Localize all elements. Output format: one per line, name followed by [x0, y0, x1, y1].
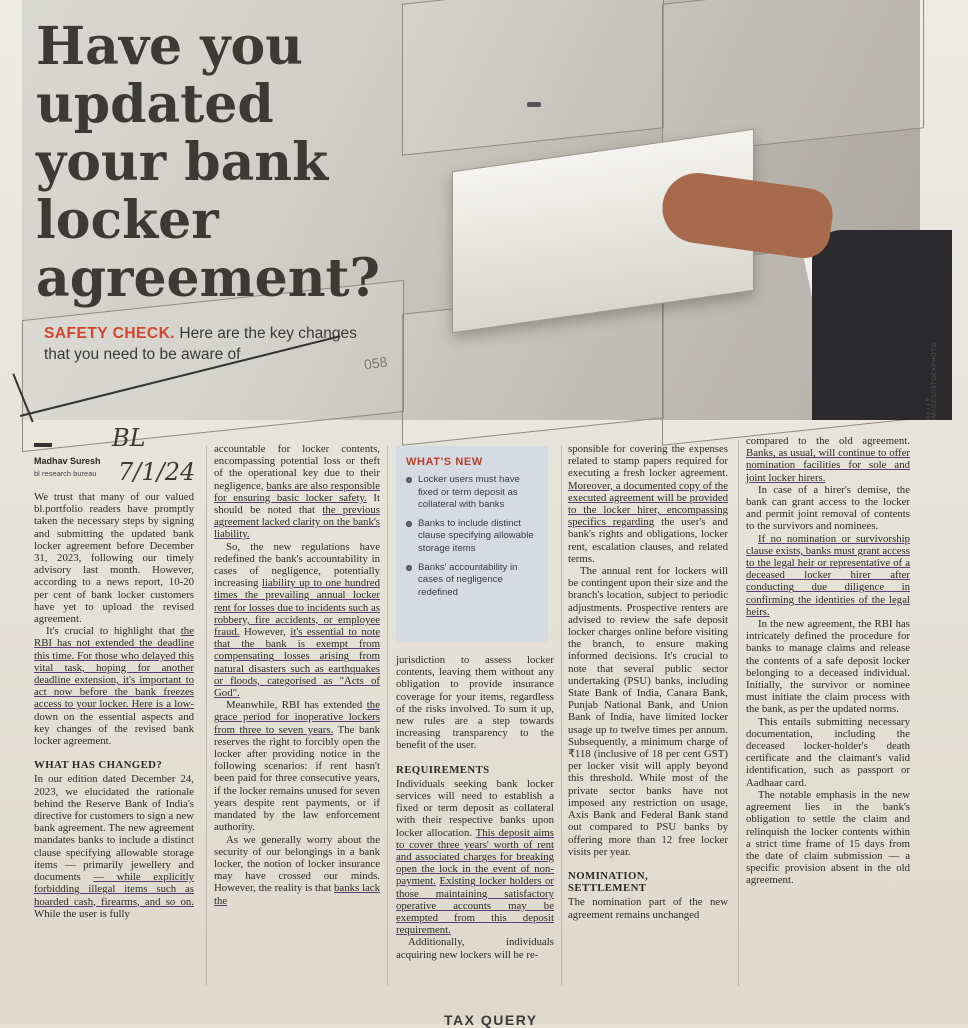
paragraph: compared to the old agreement. Banks, as usual, will continue to offer nomination facilities for sole and joint locker hirers. — [746, 435, 910, 484]
article-column-5 — [746, 435, 910, 887]
paragraph: It's crucial to highlight that the RBI has not extended the deadline this time. For those who delayed this vital task, hoping for another deadline extension, it's important to act now before the bank freezes access to your locker. Here is a low-down on the essential aspects and key changes of the revised bank locker agreement. — [34, 625, 194, 748]
whats-new-box — [396, 446, 548, 642]
paragraph: In case of a hirer's demise, the bank can grant access to the locker and permit joint removal of contents to the survivors and nominees. — [746, 483, 910, 533]
section-heading: NOMINATION, SETTLEMENT — [568, 869, 649, 895]
paragraph: We trust that many of our valued bl.portfolio readers have promptly taken the necessary steps by signing and submitting the updated bank locker agreement before December 31, 2023, following our timely advisory last month. However, according to a news report, 10-20 per cent of bank locker customers have yet to upload the revised agreement. — [34, 491, 194, 626]
box-list — [406, 474, 540, 599]
article-column-3 — [396, 654, 554, 961]
column-rule — [738, 440, 739, 986]
list-item: Locker users must have fixed or term deposit as collateral with banks — [406, 474, 540, 512]
paragraph: In our edition dated December 24, 2023, we elucidated the rationale behind the Reserve Bank of India's directive for customers to sign a new bank agreement. The new agreement mandates banks to include a distinct clause specifying allowable storage items — primarily jewellery and documents — while explicitly forbidding illegal items such as hoarded cash, firearms, and so on. While the user is fully — [34, 773, 194, 920]
paragraph: In the new agreement, the RBI has intricately defined the procedure for banks to manage claims and release the contents of a safe deposit locker belonging to a deceased individual. Initially, the survivor or nominee must initiate the claim process with the bank, as per the updated norms. — [746, 618, 910, 716]
list-item: Banks' accountability in cases of negligence redefined — [406, 562, 540, 600]
paragraph: The notable emphasis in the new agreement lies in the bank's obligation to settle the claim and relinquish the locker contents within a strict time frame of 15 days from the date of claim submission — a specific provision absent in the old agreement. — [746, 788, 910, 887]
article-column-1 — [34, 491, 194, 920]
paragraph: sponsible for covering the expenses related to stamp papers required for executing a fresh locker agreement. Moreover, a documented copy of the executed agreement will be provided to the locker hirer, encompassing specifics regarding the user's and bank's rights and obligations, locker rent, escalation clauses, and related terms. — [568, 443, 729, 565]
paragraph: So, the new regulations have redefined the bank's accountability in cases of negligence, potentially increasing liability up to one hundred times the prevailing annual locker rent for losses due to incidents such as robbery, fire accidents, or employee fraud. However, it's essential to note that the bank is exempt from compensating losses arising from natural disasters such as earthquakes or floods, categorised as "Acts of God". — [214, 540, 380, 700]
list-item: Banks to include distinct clause specifying allowable storage items — [406, 518, 540, 556]
paragraph: The annual rent for lockers will be contingent upon their size and the branch's location, subject to periodic adjustments. Prospective renters are advised to review the safe deposit locker charges online before visiting the branch, to ensure making informed decisions. It's crucial to note that several public sector undertaking (PSU) banks, including State Bank of India, Canara Bank, Punjab National Bank, and Union Bank of India, have limited locker usage up to twelve times per annum. Subsequently, a minimum charge of ₹118 (inclusive of 18 per cent GST) per locker visit will apply beyond this threshold. While most of the private sector banks have not imposed any restriction on usage, Axis Bank and Federal Bank stand out compared to PSU banks by offering more than 12 free locker visits per year. — [568, 565, 728, 858]
kicker-text: Here are the key changes that you need to be aware of — [44, 325, 357, 363]
next-section-label: TAX QUERY — [444, 1012, 538, 1028]
paragraph: accountable for locker contents, encompassing potential loss or theft of the operational key due to their negligence, banks are also responsible for ensuring basic locker safety. It should be noted that the previous agreement lacked clarity on the bank's liability. — [214, 443, 380, 541]
column-rule — [561, 446, 562, 986]
column-rule — [206, 446, 207, 986]
paragraph: If no nomination or survivorship clause exists, banks must grant access to the legal heir or representative of a deceased locker hirer after conducting due diligence in confirming the identities of the legal heirs. — [746, 532, 910, 618]
paragraph: Individuals seeking bank locker services will need to establish a fixed or term deposit as collateral with their respective banks upon locker allocation. This deposit aims to cover three years' worth of rent and associated charges for breaking open the lock in the event of non-payment. Existing locker holders or those maintaining satisfactory operative accounts may be exempted from this deposit requirement. — [396, 777, 554, 937]
byline-author: Madhav Suresh — [34, 456, 101, 466]
handwritten-date: 7/1/24 — [118, 458, 196, 486]
paragraph: Meanwhile, RBI has extended the grace period for inoperative lockers from three to seven years. The bank reserves the right to forcibly open the locker after providing notice in the following scenarios: if rent hasn't been paid for three consecutive years, if the locker remains unused for seven years despite rent payments, or if mandated by the law enforcement authority. — [214, 699, 380, 834]
paragraph: The nomination part of the new agreement remains unchanged — [568, 896, 728, 921]
section-heading: REQUIREMENTS — [396, 763, 490, 776]
byline-bureau: bl research bureau — [34, 469, 97, 478]
byline-rule — [34, 443, 52, 447]
locker-handle — [527, 102, 541, 107]
photo-credit: GETTY IMAGES/ISTOCKPHOTO — [926, 342, 938, 420]
handwritten-initials: BL — [112, 424, 146, 452]
kicker-label: SAFETY CHECK. — [44, 325, 176, 342]
paragraph: Additionally, individuals acquiring new lockers will be re- — [396, 936, 554, 961]
locker-number: 058 — [363, 353, 389, 373]
column-rule — [387, 446, 388, 986]
article-column-4 — [568, 443, 728, 921]
paragraph: As we generally worry about the security of our belongings in a bank locker, the notion of locker insurance may have crossed our minds. However, the reality is that banks lack the — [214, 833, 380, 907]
box-title: WHAT'S NEW — [406, 456, 483, 468]
paragraph: jurisdiction to assess locker contents, leaving them without any obligation to provide insurance coverage for your items, regardless of the risks involved. To sum it up, new rules are a step towards increasing transparency to the benefit of the user. — [396, 654, 554, 752]
article-column-2 — [214, 443, 380, 907]
section-heading: WHAT HAS CHANGED? — [34, 759, 163, 772]
headline: Have you updated your bank locker agreement? — [36, 16, 381, 309]
kicker — [44, 323, 384, 365]
paragraph: This entails submitting necessary documentation, including the deceased locker-holder's death certificate and the claimant's valid identification, such as passport or Aadhaar card. — [746, 715, 910, 789]
